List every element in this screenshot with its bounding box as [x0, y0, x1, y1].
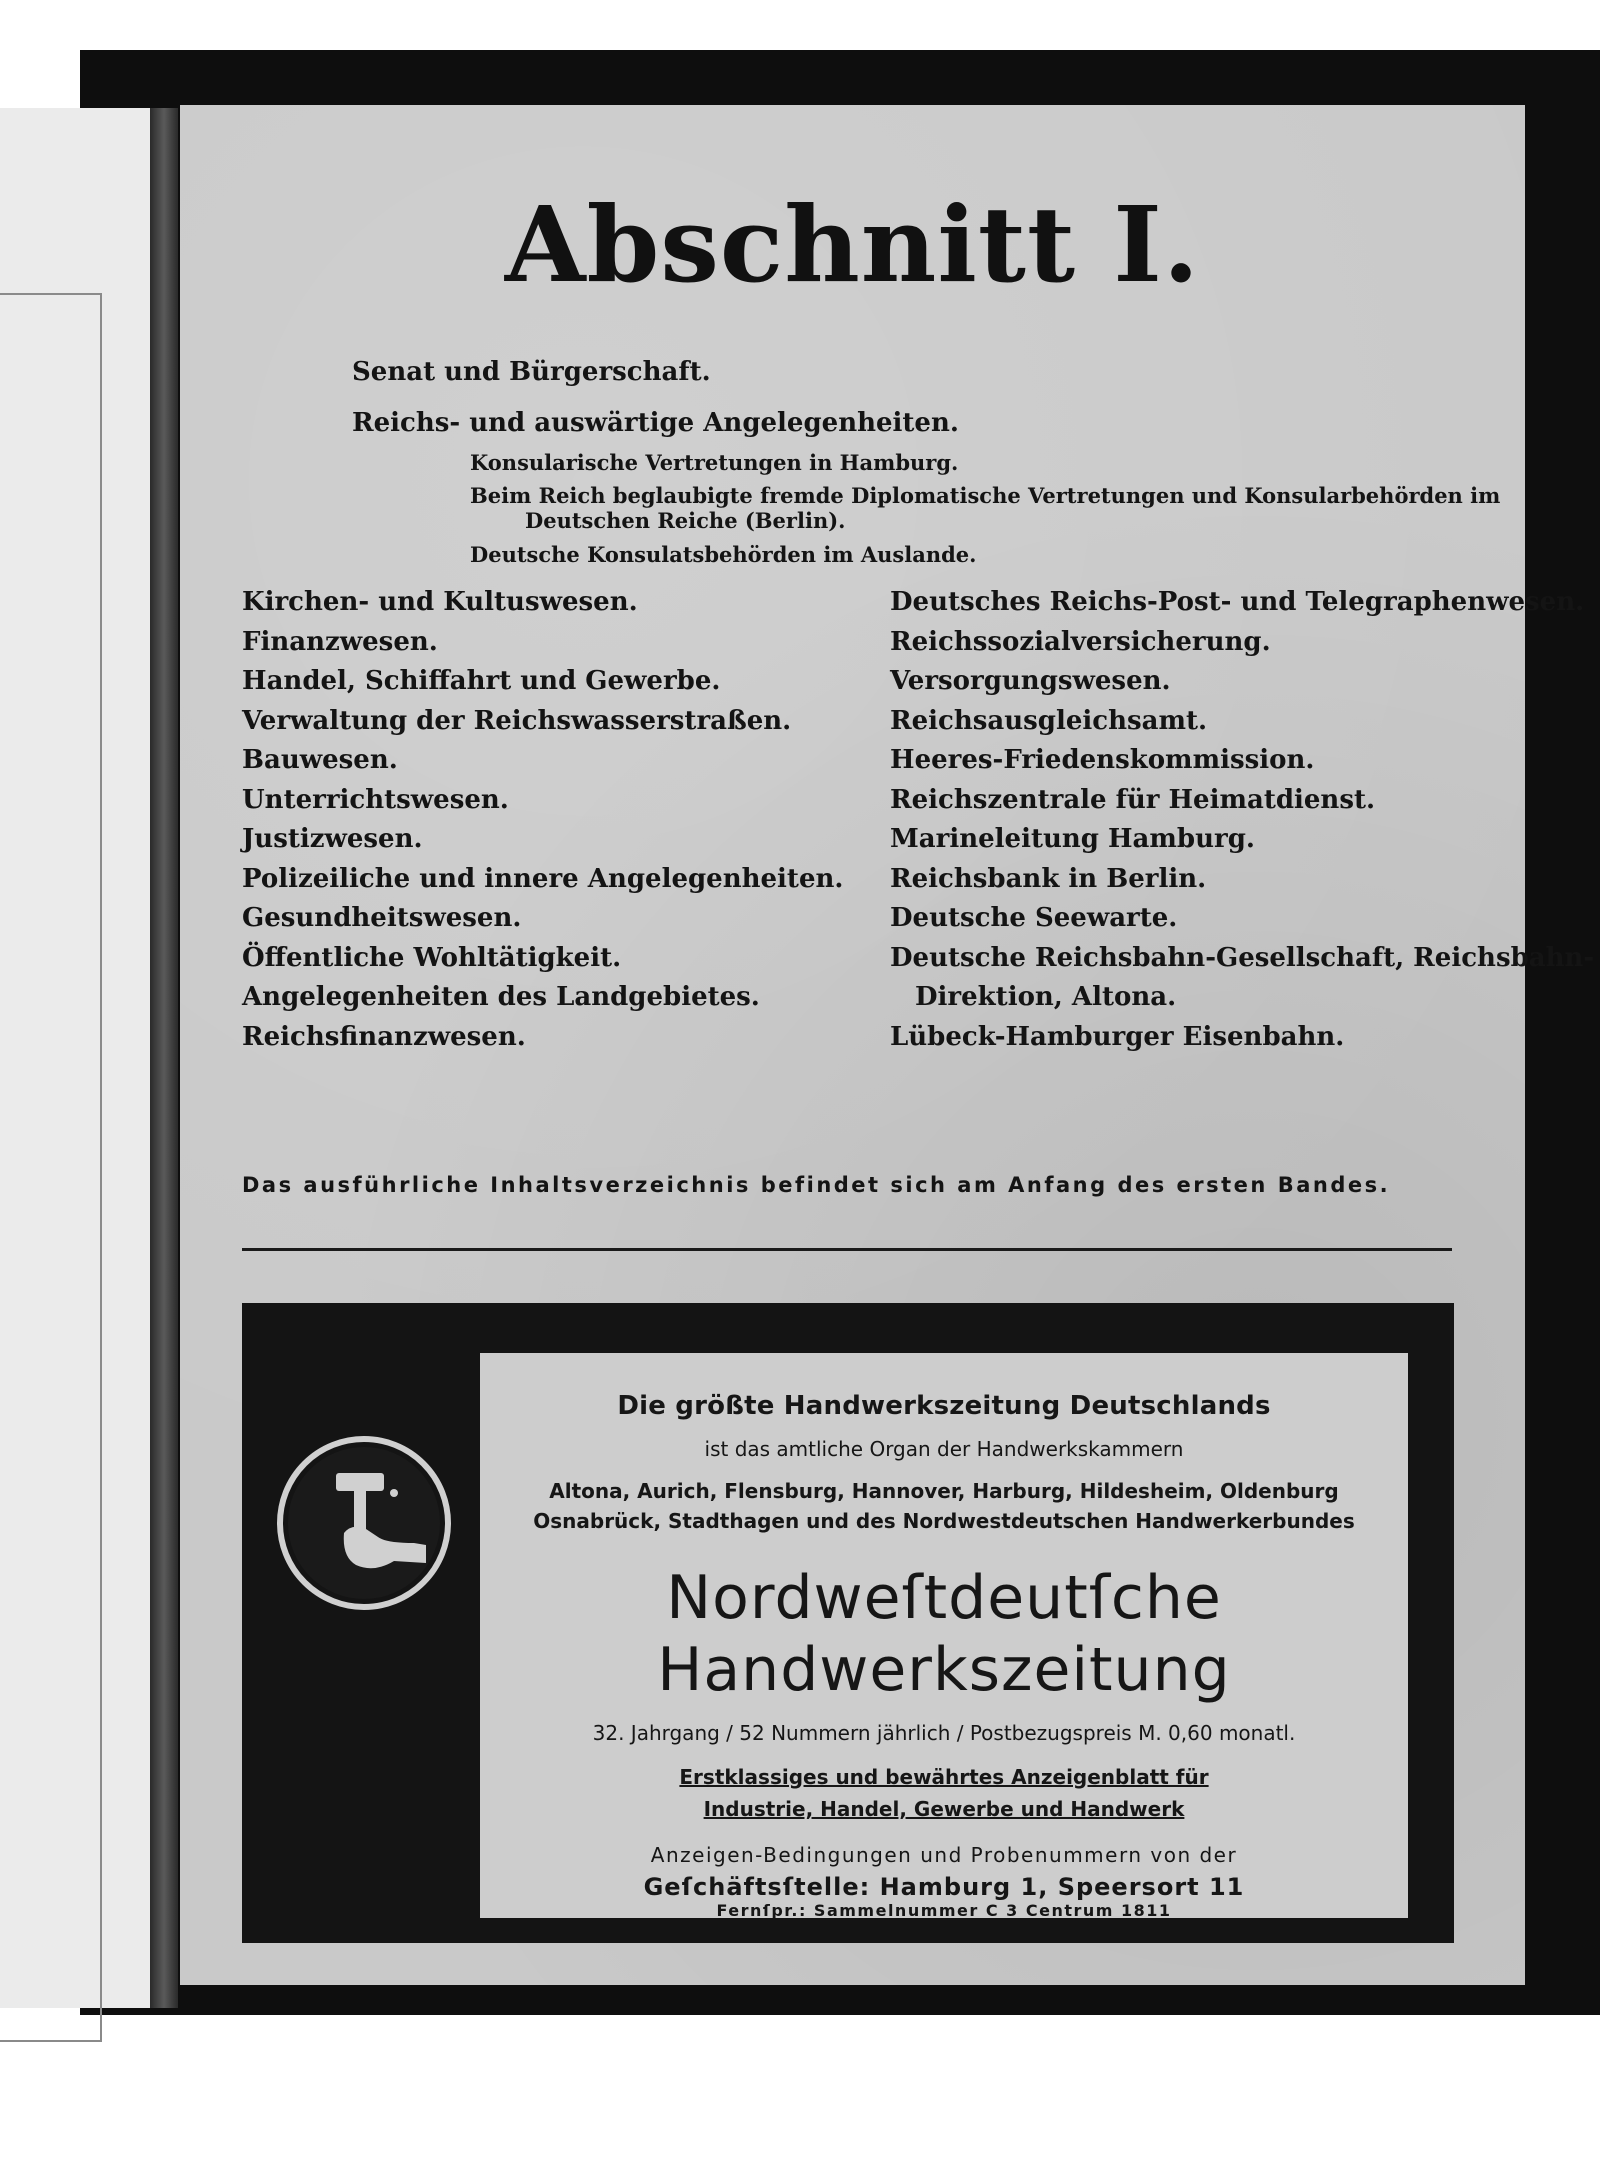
- section-title: Abschnitt I.: [504, 183, 1201, 306]
- toc-item: Reichsbank in Berlin.: [890, 863, 1207, 894]
- toc-item: Handel, Schiffahrt und Gewerbe.: [242, 666, 721, 696]
- toc-right-column: [890, 583, 1594, 1057]
- toc-item: Heeres-Friedenskommission.: [890, 745, 1315, 775]
- hammer-hand-logo: [274, 1433, 454, 1613]
- ad-organ-line: ist das amtliche Organ der Handwerkskammern: [704, 1437, 1184, 1461]
- ad-subscription-line: 32. Jahrgang / 52 Nummern jährlich / Postbezugspreis M. 0,60 monatl.: [592, 1721, 1296, 1745]
- toc-item: Versorgungswesen.: [890, 666, 1171, 696]
- toc-footnote: Das ausführliche Inhaltsverzeichnis befindet sich am Anfang des ersten Bandes.: [242, 1173, 1391, 1197]
- toc-item: Reichsfinanzwesen.: [242, 1021, 526, 1052]
- book-gutter: [150, 108, 178, 2008]
- toc-item: Öffentliche Wohltätigkeit.: [242, 942, 622, 973]
- intro-sub-abroad: Deutsche Konsulatsbehörden im Auslande.: [470, 542, 977, 567]
- ad-slogan-line-1: Erstklassiges und bewährtes Anzeigenblatt für: [679, 1765, 1209, 1789]
- toc-item-continuation-text: Direktion, Altona.: [915, 982, 1177, 1012]
- ad-cities-line-2: Osnabrück, Stadthagen und des Nordwestdeutschen Handwerkerbundes: [533, 1509, 1355, 1533]
- toc-left-column: [242, 583, 843, 1057]
- toc-item: Polizeiliche und innere Angelegenheiten.: [242, 863, 844, 894]
- toc-item: Verwaltung der Reichswasserstraßen.: [242, 705, 792, 736]
- toc-item: Reichsausgleichsamt.: [890, 705, 1208, 736]
- adjacent-page-edge: [0, 108, 152, 2008]
- toc-item-continuation: [890, 978, 1594, 1018]
- ad-title-line-2: Handwerkszeitung: [657, 1635, 1231, 1705]
- intro-sub-diplomatic-cont: Deutschen Reiche (Berlin).: [525, 508, 846, 533]
- toc-item: Deutsche Reichsbahn-Gesellschaft, Reichsbahn-: [890, 942, 1595, 973]
- toc-item: Gesundheitswesen.: [242, 903, 522, 933]
- ad-office-line: Geſchäftsſtelle: Hamburg 1, Speersort 11: [643, 1873, 1245, 1901]
- toc-item: Marineleitung Hamburg.: [890, 824, 1255, 854]
- toc-item: Lübeck-Hamburger Eisenbahn.: [890, 1021, 1345, 1052]
- advertisement: [242, 1303, 1454, 1943]
- toc-item: Reichssozialversicherung.: [890, 626, 1271, 657]
- intro-sub-diplomatic: Beim Reich beglaubigte fremde Diplomatische Vertretungen und Konsularbehörden im: [470, 483, 1501, 508]
- toc-item: Justizwesen.: [242, 824, 423, 854]
- intro-heading-senate: Senat und Bürgerschaft.: [352, 357, 711, 387]
- ad-title-line-1: Nordweſtdeutſche: [666, 1563, 1222, 1633]
- toc-item: Angelegenheiten des Landgebietes.: [242, 982, 760, 1012]
- document-page: [180, 105, 1595, 1985]
- intro-heading-reich: Reichs- und auswärtige Angelegenheiten.: [352, 408, 959, 438]
- horizontal-divider: [242, 1248, 1452, 1251]
- toc-item: Unterrichtswesen.: [242, 784, 509, 815]
- toc-item: Finanzwesen.: [242, 626, 438, 657]
- intro-sub-consular: Konsularische Vertretungen in Hamburg.: [470, 450, 959, 475]
- toc-item: Deutsche Seewarte.: [890, 903, 1178, 933]
- ad-tagline: Die größte Handwerkszeitung Deutschlands: [617, 1391, 1271, 1421]
- ad-conditions-line: Anzeigen-Bedingungen und Probenummern von der: [650, 1843, 1238, 1867]
- toc-item: Bauwesen.: [242, 745, 398, 775]
- toc-item: Reichszentrale für Heimatdienst.: [890, 784, 1376, 815]
- toc-item: Kirchen- und Kultuswesen.: [242, 587, 638, 617]
- ad-slogan-line-2: Industrie, Handel, Gewerbe und Handwerk: [703, 1797, 1185, 1821]
- ad-phone-line: Fernſpr.: Sammelnummer C 3 Centrum 1811: [716, 1901, 1172, 1920]
- advertisement-panel: [480, 1353, 1408, 1918]
- toc-item: Deutsches Reichs-Post- und Telegraphenwesen.: [890, 587, 1585, 617]
- adjacent-page-frame: [0, 293, 102, 2042]
- ad-cities-line-1: Altona, Aurich, Flensburg, Hannover, Harburg, Hildesheim, Oldenburg: [549, 1479, 1339, 1503]
